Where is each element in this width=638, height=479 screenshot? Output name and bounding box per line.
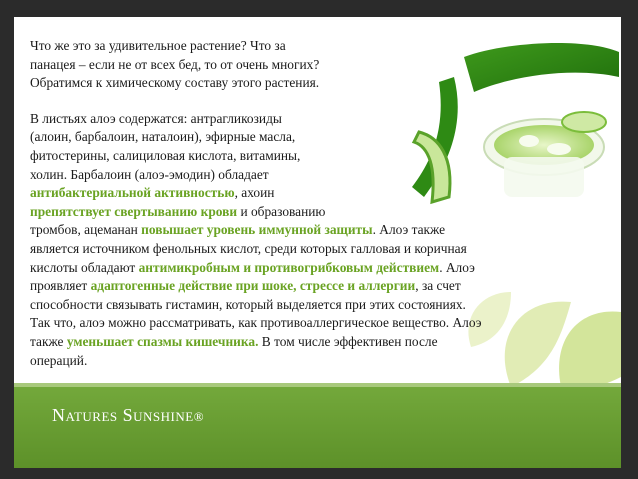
line-13: [30, 333, 612, 352]
line-10: [30, 277, 612, 296]
footer-bar: [14, 387, 621, 468]
line-14: операций.: [30, 352, 88, 368]
line-3: фитостерины, салициловая кислота, витамины,: [30, 147, 301, 163]
registered-mark: ®: [193, 409, 205, 424]
intro-line-2: панацея – если не от всех бед, то от очень многих?: [30, 56, 320, 72]
intro-line-3: Обратимся к химическому составу этого растения.: [30, 75, 320, 91]
highlight-immune: повышает уровень иммунной защиты: [141, 222, 373, 238]
line-1: В листьях алоэ содержатся: антрагликозиды: [30, 110, 282, 126]
line-10-head: проявляет: [30, 278, 91, 294]
line-6-tail: и образованию: [237, 203, 326, 219]
line-7-tail: . Алоэ также: [372, 222, 446, 238]
line-5-tail: , ахоин: [234, 185, 275, 201]
brand-logo: [52, 405, 204, 426]
line-8: является источником фенольных кислот, среди которых галловая и коричная: [30, 240, 467, 256]
highlight-adaptogen: адаптогенные действие при шоке, стрессе и аллергии: [90, 278, 416, 294]
line-13-head: также: [30, 333, 67, 349]
brand-word-unshine: UNSHINE: [133, 409, 194, 424]
intro-line-1: Что же это за удивительное растение? Что за: [30, 38, 286, 53]
line-9-tail: . Алоэ: [439, 259, 475, 275]
line-10-tail: , за счет: [415, 278, 461, 294]
highlight-antimicrobial: антимикробным и противогрибковым действием: [138, 259, 440, 275]
line-9: [30, 259, 612, 278]
line-5: [30, 184, 612, 203]
line-11: способности связывать гистамин, который выделяется при этих состояниях.: [30, 296, 466, 312]
brand-letter-s: S: [117, 405, 134, 425]
slide: [14, 17, 621, 468]
brand-word-atures: ATURES: [65, 409, 118, 424]
line-9-head: кислоты обладают: [30, 259, 139, 275]
line-7-head: тромбов, ацеманан: [30, 222, 142, 238]
highlight-spasm: уменьшает спазмы кишечника.: [66, 333, 259, 349]
line-2: (алоин, барбалоин, наталоин), эфирные масла,: [30, 129, 296, 145]
brand-letter-n: N: [52, 405, 66, 425]
line-6: [30, 203, 612, 222]
body-text: [30, 37, 612, 370]
highlight-antibacterial: антибактериальной активностью: [30, 185, 235, 201]
line-12: Так что, алоэ можно рассматривать, как противоаллергическое вещество. Алоэ: [30, 315, 482, 331]
line-13-tail: В том числе эффективен после: [258, 333, 438, 349]
highlight-blood: препятствует свертыванию крови: [30, 203, 238, 219]
line-4: холин. Барбалоин (алоэ-эмодин) обладает: [30, 166, 269, 182]
line-7: [30, 221, 612, 240]
